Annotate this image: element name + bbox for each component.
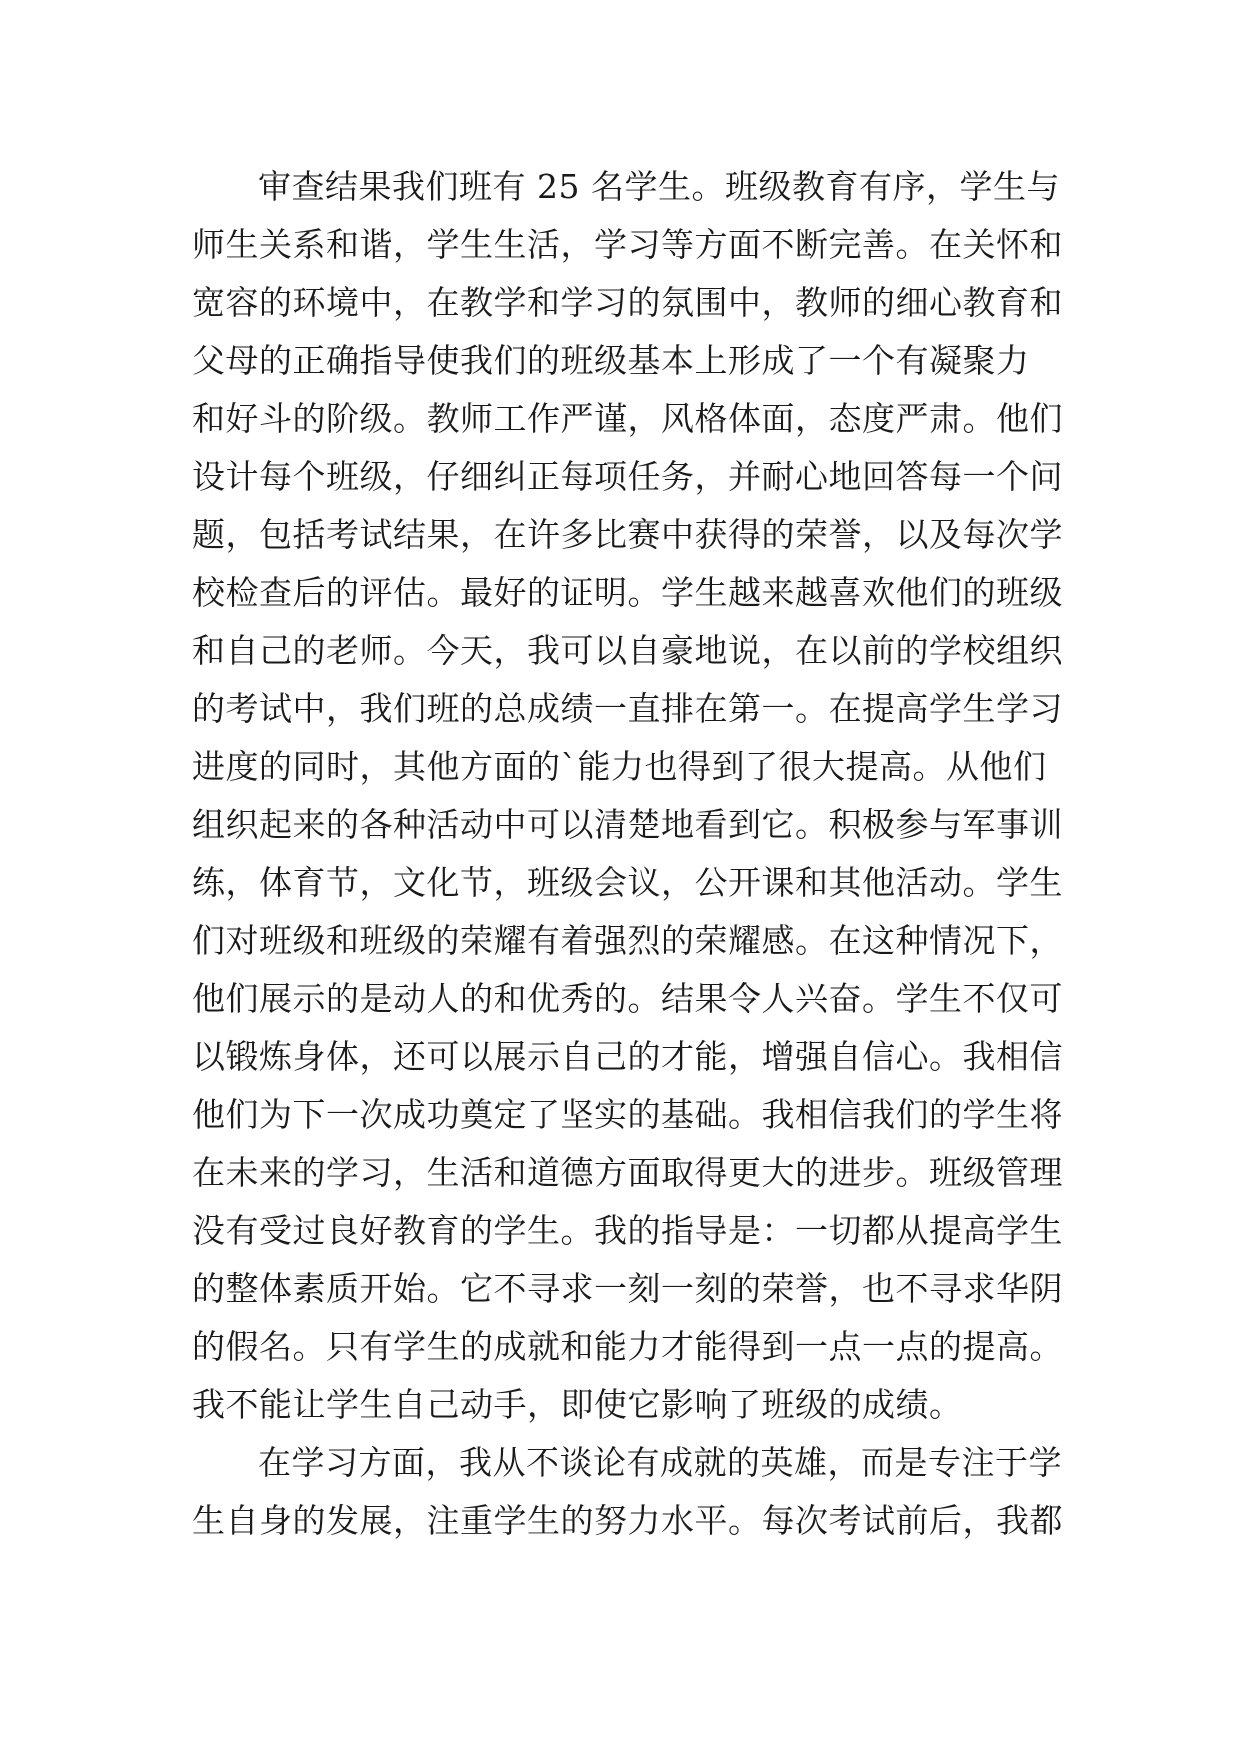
text-line: 的假名。只有学生的成就和能力才能得到一点一点的提高。 bbox=[192, 1327, 1063, 1366]
text-line: 生自身的发展，注重学生的努力水平。每次考试前后，我都 bbox=[192, 1501, 1063, 1540]
text-line: 练，体育节，文化节，班级会议，公开课和其他活动。学生 bbox=[192, 863, 1063, 902]
text-line: 宽容的环境中，在教学和学习的氛围中，教师的细心教育和 bbox=[192, 283, 1063, 322]
text-line: 审查结果我们班有 25 名学生。班级教育有序，学生与 bbox=[258, 167, 1060, 206]
text-line: 们对班级和班级的荣耀有着强烈的荣耀感。在这种情况下， bbox=[192, 921, 1063, 960]
document-body bbox=[192, 158, 1062, 1550]
text-line: 和好斗的阶级。教师工作严谨，风格体面，态度严肃。他们 bbox=[192, 399, 1063, 438]
text-line: 的整体素质开始。它不寻求一刻一刻的荣誉，也不寻求华阴 bbox=[192, 1269, 1063, 1308]
text-line: 题，包括考试结果，在许多比赛中获得的荣誉，以及每次学 bbox=[192, 515, 1063, 554]
paragraph-1 bbox=[192, 158, 1062, 1434]
text-line: 没有受过良好教育的学生。我的指导是：一切都从提高学生 bbox=[192, 1211, 1063, 1250]
text-line: 以锻炼身体，还可以展示自己的才能，增强自信心。我相信 bbox=[192, 1037, 1063, 1076]
text-line: 进度的同时，其他方面的`能力也得到了很大提高。从他们 bbox=[192, 747, 1047, 786]
text-line: 设计每个班级，仔细纠正每项任务，并耐心地回答每一个问 bbox=[192, 457, 1063, 496]
text-line: 校检查后的评估。最好的证明。学生越来越喜欢他们的班级 bbox=[192, 573, 1063, 612]
text-line: 的考试中，我们班的总成绩一直排在第一。在提高学生学习 bbox=[192, 689, 1063, 728]
text-line: 他们为下一次成功奠定了坚实的基础。我相信我们的学生将 bbox=[192, 1095, 1063, 1134]
text-line: 师生关系和谐，学生生活，学习等方面不断完善。在关怀和 bbox=[192, 225, 1063, 264]
paragraph-2 bbox=[192, 1434, 1062, 1550]
text-line: 我不能让学生自己动手，即使它影响了班级的成绩。 bbox=[192, 1385, 963, 1424]
text-line: 和自己的老师。今天，我可以自豪地说，在以前的学校组织 bbox=[192, 631, 1063, 670]
text-line: 父母的正确指导使我们的班级基本上形成了一个有凝聚力 bbox=[192, 341, 1030, 380]
text-line: 在未来的学习，生活和道德方面取得更大的进步。班级管理 bbox=[192, 1153, 1063, 1192]
text-line: 他们展示的是动人的和优秀的。结果令人兴奋。学生不仅可 bbox=[192, 979, 1063, 1018]
text-line: 组织起来的各种活动中可以清楚地看到它。积极参与军事训 bbox=[192, 805, 1063, 844]
text-line: 在学习方面，我从不谈论有成就的英雄，而是专注于学 bbox=[258, 1443, 1062, 1482]
